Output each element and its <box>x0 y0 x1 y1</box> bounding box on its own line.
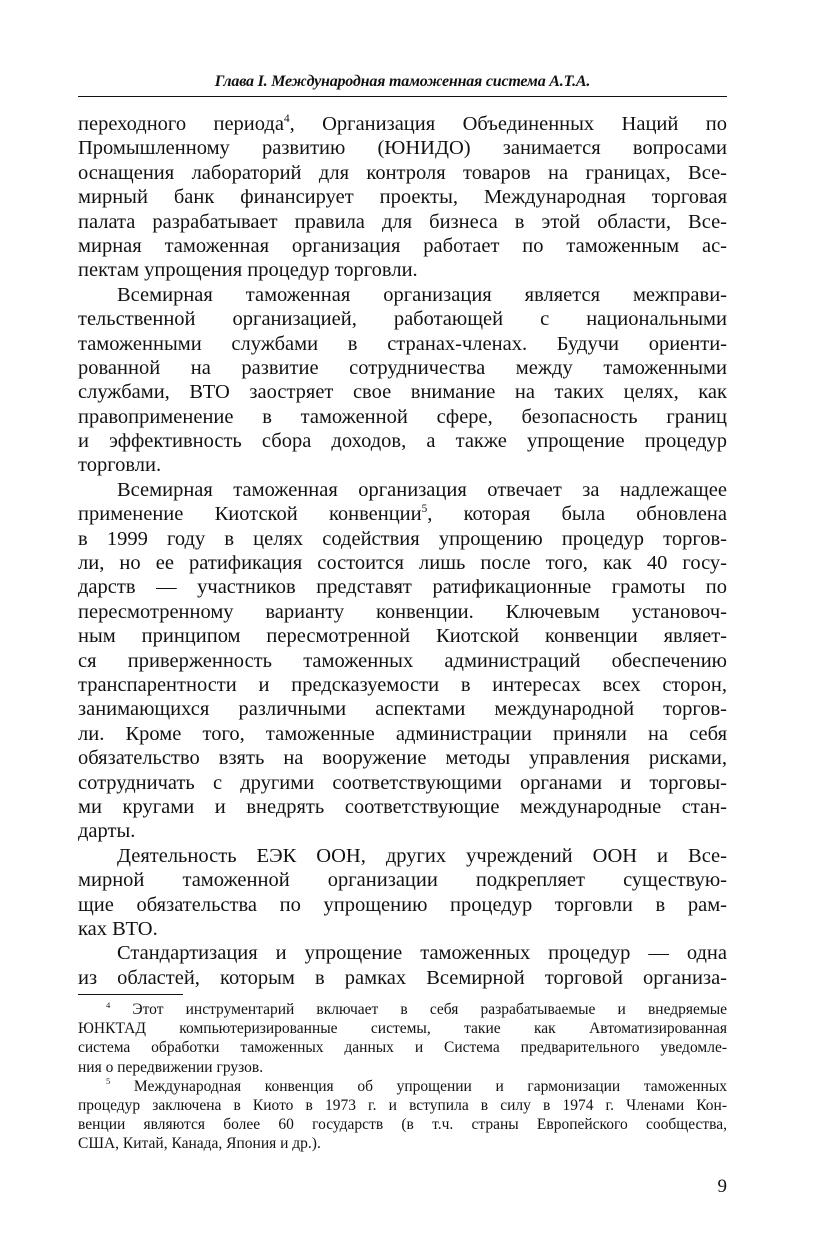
paragraph <box>78 941 727 990</box>
text-line: дарты. <box>78 820 136 843</box>
footnote-rule <box>78 994 183 995</box>
text-line: ли, но ее ратификация состоится лишь после того, как 40 госу- <box>78 552 727 575</box>
text-line: из областей, которым в рамках Всемирной торговой организа- <box>78 966 727 989</box>
paragraph <box>78 112 727 283</box>
text-line: оснащения лабораторий для контроля товаров на границах, Все- <box>78 161 727 184</box>
header-rule <box>78 96 727 97</box>
footnote <box>78 1000 727 1077</box>
text-line: торговли. <box>78 454 162 477</box>
text-line: переходного периода$^4$, Организация Объединенных Наций по <box>78 112 727 135</box>
text-line: пересмотренному варианту конвенции. Ключевым установоч- <box>78 600 727 623</box>
text-line: щие обязательства по упрощению процедур торговли в рам- <box>78 893 727 916</box>
text-line: транспарентности и предсказуемости в интересах всех сторон, <box>78 673 727 696</box>
text-line: и эффективность сбора доходов, а также упрощение процедур <box>78 430 727 453</box>
footnote-line: процедур заключена в Киото в 1973 г. и вступила в силу в 1974 г. Членами Кон- <box>78 1096 727 1114</box>
text-line: занимающихся различными аспектами международной торгов- <box>78 698 727 721</box>
paragraph <box>78 844 727 942</box>
paragraph <box>78 283 727 478</box>
footnote-line: США, Китай, Канада, Япония и др.). <box>78 1135 321 1153</box>
footnote-ref: 4 <box>283 112 290 125</box>
footnote-line: $^5$ Международная конвенция об упрощении и гармонизации таможенных <box>106 1076 727 1095</box>
text-line: ся приверженность таможенных администраций обеспечению <box>78 649 727 672</box>
text-line: Стандартизация и упрощение таможенных процедур — одна <box>117 942 727 965</box>
text-line: мирной таможенной организации подкрепляет существую- <box>78 869 727 892</box>
text-line: Промышленному развитию (ЮНИДО) занимается вопросами <box>78 137 727 160</box>
text-line: правоприменение в таможенной сфере, безопасность границ <box>78 405 727 428</box>
footnote-line: ЮНКТАД компьютеризированные системы, такие как Автоматизированная <box>78 1020 727 1038</box>
text-line: в 1999 году в целях содействия упрощению процедур торгов- <box>78 527 727 550</box>
text-line: службами, ВТО заостряет свое внимание на таких целях, как <box>78 381 727 404</box>
text-line: пектам упрощения процедур торговли. <box>78 259 418 282</box>
footnote-line: $^4$ Этот инструментарий включает в себя разрабатываемые и внедряемые <box>106 999 727 1018</box>
text-line: применение Киотской конвенции$^5$, которая была обновлена <box>78 502 727 526</box>
text-line: Деятельность ЕЭК ООН, других учреждений ООН и Все- <box>117 844 727 867</box>
text-line: палата разрабатывает правила для бизнеса в этой области, Все- <box>78 210 727 233</box>
footnote-line: ния о передвижении грузов. <box>78 1058 264 1076</box>
footnote <box>78 1077 727 1154</box>
footnotes <box>78 1000 727 1154</box>
text-line: Всемирная таможенная организация отвечает за надлежащее <box>117 478 727 501</box>
text-line: ным принципом пересмотренной Киотской конвенции являет- <box>78 625 727 648</box>
text-line: ли. Кроме того, таможенные администрации приняли на себя <box>78 722 727 745</box>
text-line: Всемирная таможенная организация является межправи- <box>117 283 727 306</box>
text-line: рованной на развитие сотрудничества между таможенными <box>78 356 727 379</box>
text-line: таможенными службами в странах-членах. Будучи ориенти- <box>78 332 727 355</box>
footnote-ref: 5 <box>421 502 428 515</box>
text-line: ках ВТО. <box>78 917 158 940</box>
footnote-line: система обработки таможенных данных и Система предварительного уведомле- <box>78 1039 727 1057</box>
text-line: мирная таможенная организация работает по таможенным ас- <box>78 234 727 257</box>
running-header: Глава I. Международная таможенная система А.Т.А. <box>214 73 591 90</box>
paragraph <box>78 478 727 844</box>
footnote-mark: 5 <box>106 1076 111 1087</box>
text-line: обязательство взять на вооружение методы управления рисками, <box>78 747 727 770</box>
footnote-line: венции являются более 60 государств (в т.ч. страны Европейского сообщества, <box>78 1116 727 1134</box>
text-line: сотрудничать с другими соответствующими органами и торговы- <box>78 771 727 794</box>
text-line: ми кругами и внедрять соответствующие международные стан- <box>78 795 727 818</box>
body-text <box>78 112 727 990</box>
text-line: тельственной организацией, работающей с национальными <box>78 308 727 331</box>
footnote-mark: 4 <box>106 999 111 1010</box>
page-number: 9 <box>717 1176 727 1197</box>
text-line: мирный банк финансирует проекты, Международная торговая <box>78 186 727 209</box>
text-line: дарств — участников представят ратификационные грамоты по <box>78 576 727 599</box>
